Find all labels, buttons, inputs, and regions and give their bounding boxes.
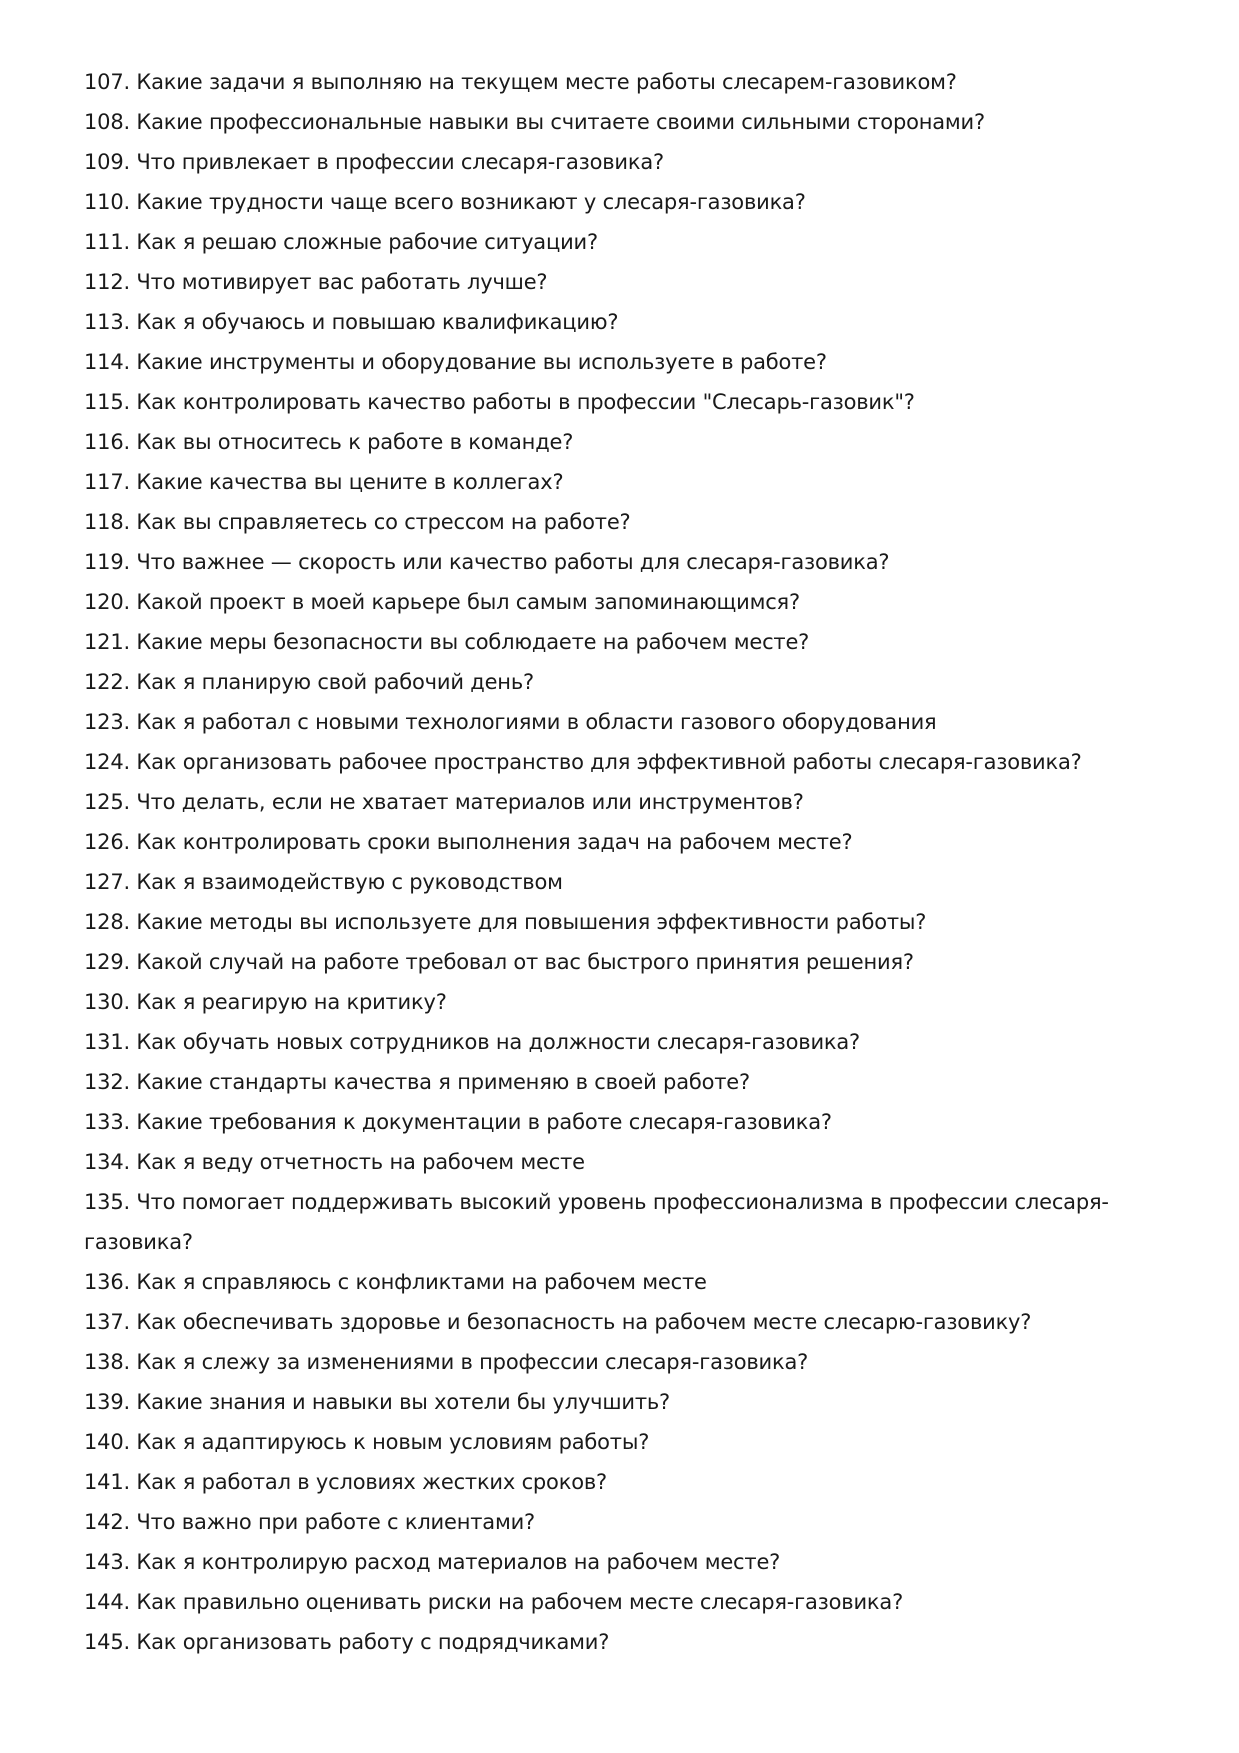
question-item: 131. Как обучать новых сотрудников на должности слесаря-газовика? — [84, 1030, 861, 1054]
question-item: 121. Какие меры безопасности вы соблюдаете на рабочем месте? — [84, 630, 810, 654]
question-item: 140. Как я адаптируюсь к новым условиям работы? — [84, 1430, 650, 1454]
question-item: 133. Какие требования к документации в работе слесаря-газовика? — [84, 1110, 832, 1134]
question-item: 122. Как я планирую свой рабочий день? — [84, 670, 534, 694]
question-item: 132. Какие стандарты качества я применяю в своей работе? — [84, 1070, 750, 1094]
question-item: 113. Как я обучаюсь и повышаю квалификацию? — [84, 310, 619, 334]
question-item: 110. Какие трудности чаще всего возникают у слесаря-газовика? — [84, 190, 806, 214]
question-item: 143. Как я контролирую расход материалов на рабочем месте? — [84, 1550, 781, 1574]
question-item: 114. Какие инструменты и оборудование вы используете в работе? — [84, 350, 827, 374]
question-item: 109. Что привлекает в профессии слесаря-газовика? — [84, 150, 664, 174]
question-item: 127. Как я взаимодействую с руководством — [84, 870, 563, 894]
question-item: 126. Как контролировать сроки выполнения задач на рабочем месте? — [84, 830, 853, 854]
question-item: 139. Какие знания и навыки вы хотели бы улучшить? — [84, 1390, 670, 1414]
question-item: 115. Как контролировать качество работы в профессии "Слесарь-газовик"? — [84, 390, 915, 414]
question-item: 129. Какой случай на работе требовал от вас быстрого принятия решения? — [84, 950, 914, 974]
question-item: 118. Как вы справляетесь со стрессом на работе? — [84, 510, 631, 534]
question-item: 116. Как вы относитесь к работе в команде? — [84, 430, 574, 454]
question-item: 123. Как я работал с новыми технологиями в области газового оборудования — [84, 710, 937, 734]
question-item: 134. Как я веду отчетность на рабочем месте — [84, 1150, 585, 1174]
question-item: 120. Какой проект в моей карьере был самым запоминающимся? — [84, 590, 800, 614]
question-item: 136. Как я справляюсь с конфликтами на рабочем месте — [84, 1270, 707, 1294]
question-item: 108. Какие профессиональные навыки вы считаете своими сильными сторонами? — [84, 110, 985, 134]
question-item: 124. Как организовать рабочее пространство для эффективной работы слесаря-газовика? — [84, 750, 1082, 774]
question-item: 130. Как я реагирую на критику? — [84, 990, 447, 1014]
question-item: 138. Как я слежу за изменениями в профессии слесаря-газовика? — [84, 1350, 809, 1374]
question-item: 137. Как обеспечивать здоровье и безопасность на рабочем месте слесарю-газовику? — [84, 1310, 1032, 1334]
question-item: 135. Что помогает поддерживать высокий уровень профессионализма в профессии слесаря-газовика? — [84, 1190, 1109, 1254]
question-item: 119. Что важнее — скорость или качество работы для слесаря-газовика? — [84, 550, 890, 574]
question-item: 112. Что мотивирует вас работать лучше? — [84, 270, 548, 294]
question-item: 145. Как организовать работу с подрядчиками? — [84, 1630, 610, 1654]
question-item: 141. Как я работал в условиях жестких сроков? — [84, 1470, 607, 1494]
question-item: 128. Какие методы вы используете для повышения эффективности работы? — [84, 910, 927, 934]
question-item: 111. Как я решаю сложные рабочие ситуации? — [84, 230, 598, 254]
question-item: 144. Как правильно оценивать риски на рабочем месте слесаря-газовика? — [84, 1590, 904, 1614]
question-item: 125. Что делать, если не хватает материалов или инструментов? — [84, 790, 804, 814]
question-item: 117. Какие качества вы цените в коллегах? — [84, 470, 564, 494]
question-list — [84, 62, 1164, 1662]
question-item: 107. Какие задачи я выполняю на текущем месте работы слесарем-газовиком? — [84, 70, 957, 94]
question-item: 142. Что важно при работе с клиентами? — [84, 1510, 535, 1534]
